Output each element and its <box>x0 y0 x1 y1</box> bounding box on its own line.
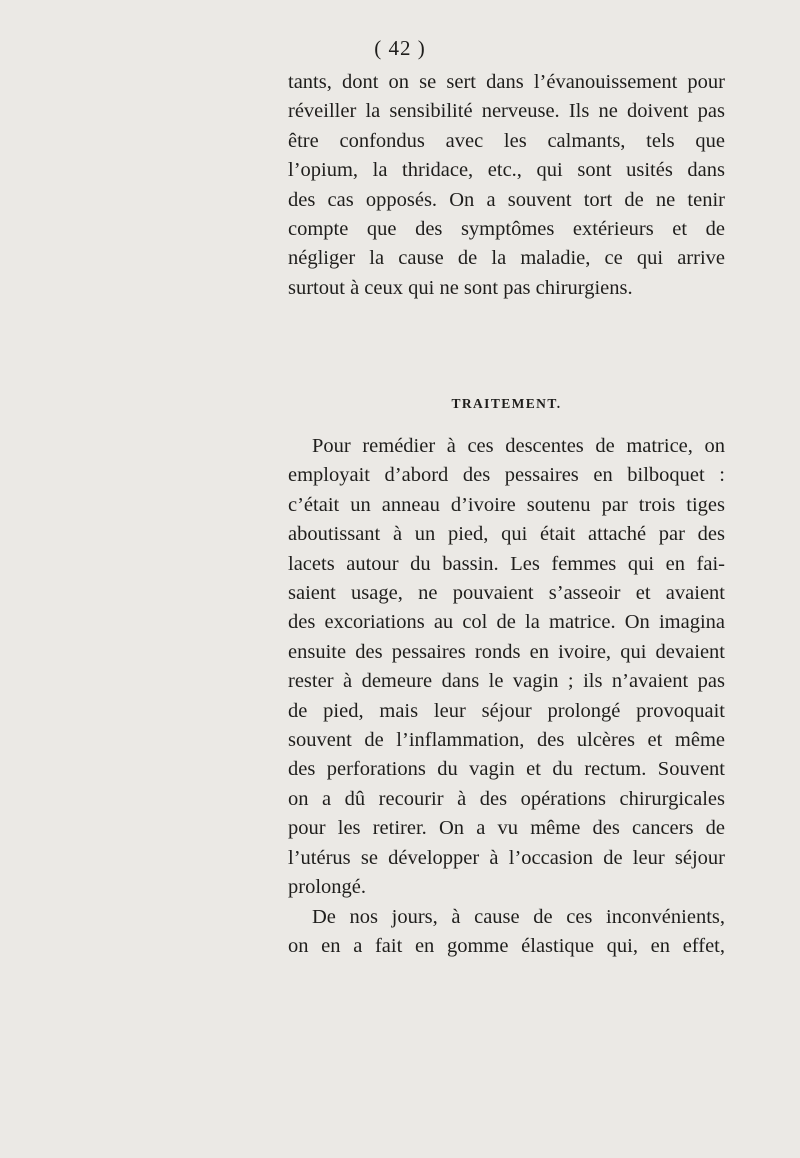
text-line: compte que des symptômes extérieurs et de <box>288 218 725 241</box>
text-line: surtout à ceux qui ne sont pas chirurgiens. <box>288 276 633 299</box>
text-line: tants, dont on se sert dans l’évanouissement pour <box>288 71 725 93</box>
text-line: de pied, mais leur séjour prolongé provoquait <box>288 699 725 722</box>
text-line: De nos jours, à cause de ces inconvénients, <box>312 905 725 928</box>
text-line: on en a fait en gomme élastique qui, en effet, <box>288 934 725 957</box>
text-line: être confondus avec les calmants, tels que <box>288 129 725 152</box>
text-line: rester à demeure dans le vagin ; ils n’avaient pas <box>288 670 725 693</box>
text-line: Pour remédier à ces descentes de matrice, on <box>312 435 725 457</box>
section-heading: TRAITEMENT. <box>451 396 562 411</box>
text-line: souvent de l’inflammation, des ulcères et même <box>288 729 725 752</box>
paragraph-treatment <box>288 432 725 961</box>
text-line: lacets autour du bassin. Les femmes qui en fai- <box>288 552 725 575</box>
text-line: des cas opposés. On a souvent tort de ne tenir <box>288 188 725 211</box>
text-line: des perforations du vagin et du rectum. Souvent <box>288 758 725 781</box>
text-line: c’était un anneau d’ivoire soutenu par trois tiges <box>288 493 725 516</box>
text-line: ensuite des pessaires ronds en ivoire, qui devaient <box>288 640 725 663</box>
text-line: des excoriations au col de la matrice. On imagina <box>288 611 725 634</box>
text-line: négliger la cause de la maladie, ce qui arrive <box>288 247 725 270</box>
text-line: on a dû recourir à des opérations chirurgicales <box>288 787 725 810</box>
paragraph-intro <box>288 68 725 303</box>
text-line: l’opium, la thridace, etc., qui sont usités dans <box>288 159 725 182</box>
text-line: pour les retirer. On a vu même des cancers de <box>288 817 725 840</box>
text-line: aboutissant à un pied, qui était attaché par des <box>288 523 725 546</box>
text-line: saient usage, ne pouvaient s’asseoir et avaient <box>288 582 725 605</box>
text-line: employait d’abord des pessaires en bilboquet : <box>288 464 725 487</box>
text-line: l’utérus se développer à l’occasion de leur séjour <box>288 846 725 869</box>
page-number: ( 42 ) <box>374 36 426 60</box>
text-line: réveiller la sensibilité nerveuse. Ils ne doivent pas <box>288 100 725 123</box>
text-line: prolongé. <box>288 876 366 899</box>
